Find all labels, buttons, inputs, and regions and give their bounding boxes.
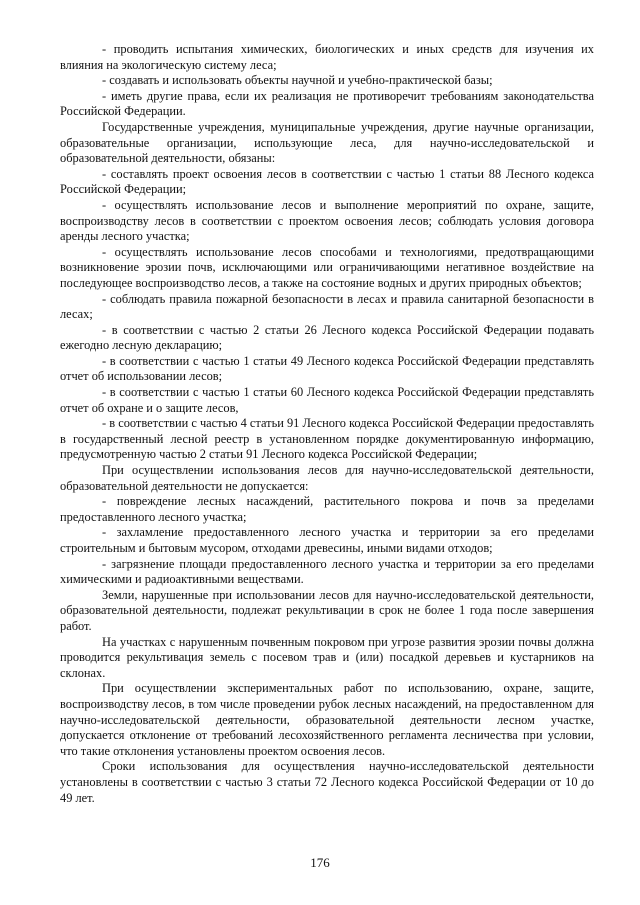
- paragraph: - загрязнение площади предоставленного лесного участка и территории за его пределами химическими и радиоактивными веществами.: [60, 556, 594, 587]
- page-number: 176: [310, 855, 330, 870]
- document-body: [60, 42, 594, 806]
- paragraph: - в соответствии с частью 1 статьи 49 Лесного кодекса Российской Федерации представлять отчет об использовании лесов;: [60, 353, 594, 384]
- paragraph: - создавать и использовать объекты научной и учебно-практической базы;: [102, 73, 493, 88]
- paragraph: - захламление предоставленного лесного участка и территории за его пределами строительным и бытовым мусором, отходами древесины, иными видами отходов;: [60, 525, 594, 555]
- paragraph: - в соответствии с частью 4 статьи 91 Лесного кодекса Российской Федерации предоставлять в государственный лесной реестр в установленном порядке документированную информацию, предусмотренную частью 2 статьи 91 Лесного кодекса Российской Федерации;: [60, 416, 594, 462]
- paragraph: Сроки использования для осуществления научно-исследовательской деятельности установлены в соответствии с частью 3 статьи 72 Лесного кодекса Российской Федерации от 10 до 49 лет.: [60, 759, 594, 805]
- paragraph: - в соответствии с частью 2 статьи 26 Лесного кодекса Российской Федерации подавать ежегодно лесную декларацию;: [60, 322, 594, 353]
- paragraph: - осуществлять использование лесов и выполнение мероприятий по охране, защите, воспроизводству лесов в соответствии с проектом освоения лесов; соблюдать условия договора аренды лесного участка;: [60, 197, 594, 244]
- paragraph: На участках с нарушенным почвенным покровом при угрозе развития эрозии почвы должна проводится рекультивация земель с посевом трав и (или) посадкой деревьев и кустарников на склонах.: [60, 634, 594, 680]
- paragraph: При осуществлении использования лесов для научно-исследовательской деятельности, образовательной деятельности не допускается:: [60, 463, 594, 493]
- paragraph: - составлять проект освоения лесов в соответствии с частью 1 статьи 88 Лесного кодекса Российской Федерации;: [60, 166, 594, 197]
- paragraph: Земли, нарушенные при использовании лесов для научно-исследовательской деятельности, образовательной деятельности, подлежат рекультивации в срок не более 1 года после завершения работ.: [60, 587, 594, 633]
- paragraph: При осуществлении экспериментальных работ по использованию, охране, защите, воспроизводству лесов, в том числе проведении рубок лесных насаждений, на предоставленном для научно-исследовательской деятельности, образовательной деятельности лесном участке, допускается отклонение от требований лесохозяйственного регламента лесничества при условии, что такие отклонения установлены проектом освоения лесов.: [60, 681, 594, 758]
- paragraph: Государственные учреждения, муниципальные учреждения, другие научные организации, образовательные организации, использующие леса, для научно-исследовательской и образовательной деятельности, обязаны:: [60, 119, 594, 166]
- paragraph: - иметь другие права, если их реализация не противоречит требованиям законодательства Российской Федерации.: [60, 88, 594, 119]
- paragraph: - соблюдать правила пожарной безопасности в лесах и правила санитарной безопасности в лесах;: [60, 291, 594, 322]
- paragraph: - в соответствии с частью 1 статьи 60 Лесного кодекса Российской Федерации представлять отчет об охране и о защите лесов,: [60, 385, 594, 415]
- paragraph: - проводить испытания химических, биологических и иных средств для изучения их влияния на экологическую систему леса;: [60, 42, 594, 72]
- paragraph: - осуществлять использование лесов способами и технологиями, предотвращающими возникновение эрозии почв, исключающими или ограничивающими негативное воздействие на последующее воспроизводство лесов, а также на состояние водных и других природных объектов;: [60, 244, 594, 290]
- paragraph: - повреждение лесных насаждений, растительного покрова и почв за пределами предоставленного лесного участка;: [60, 494, 594, 524]
